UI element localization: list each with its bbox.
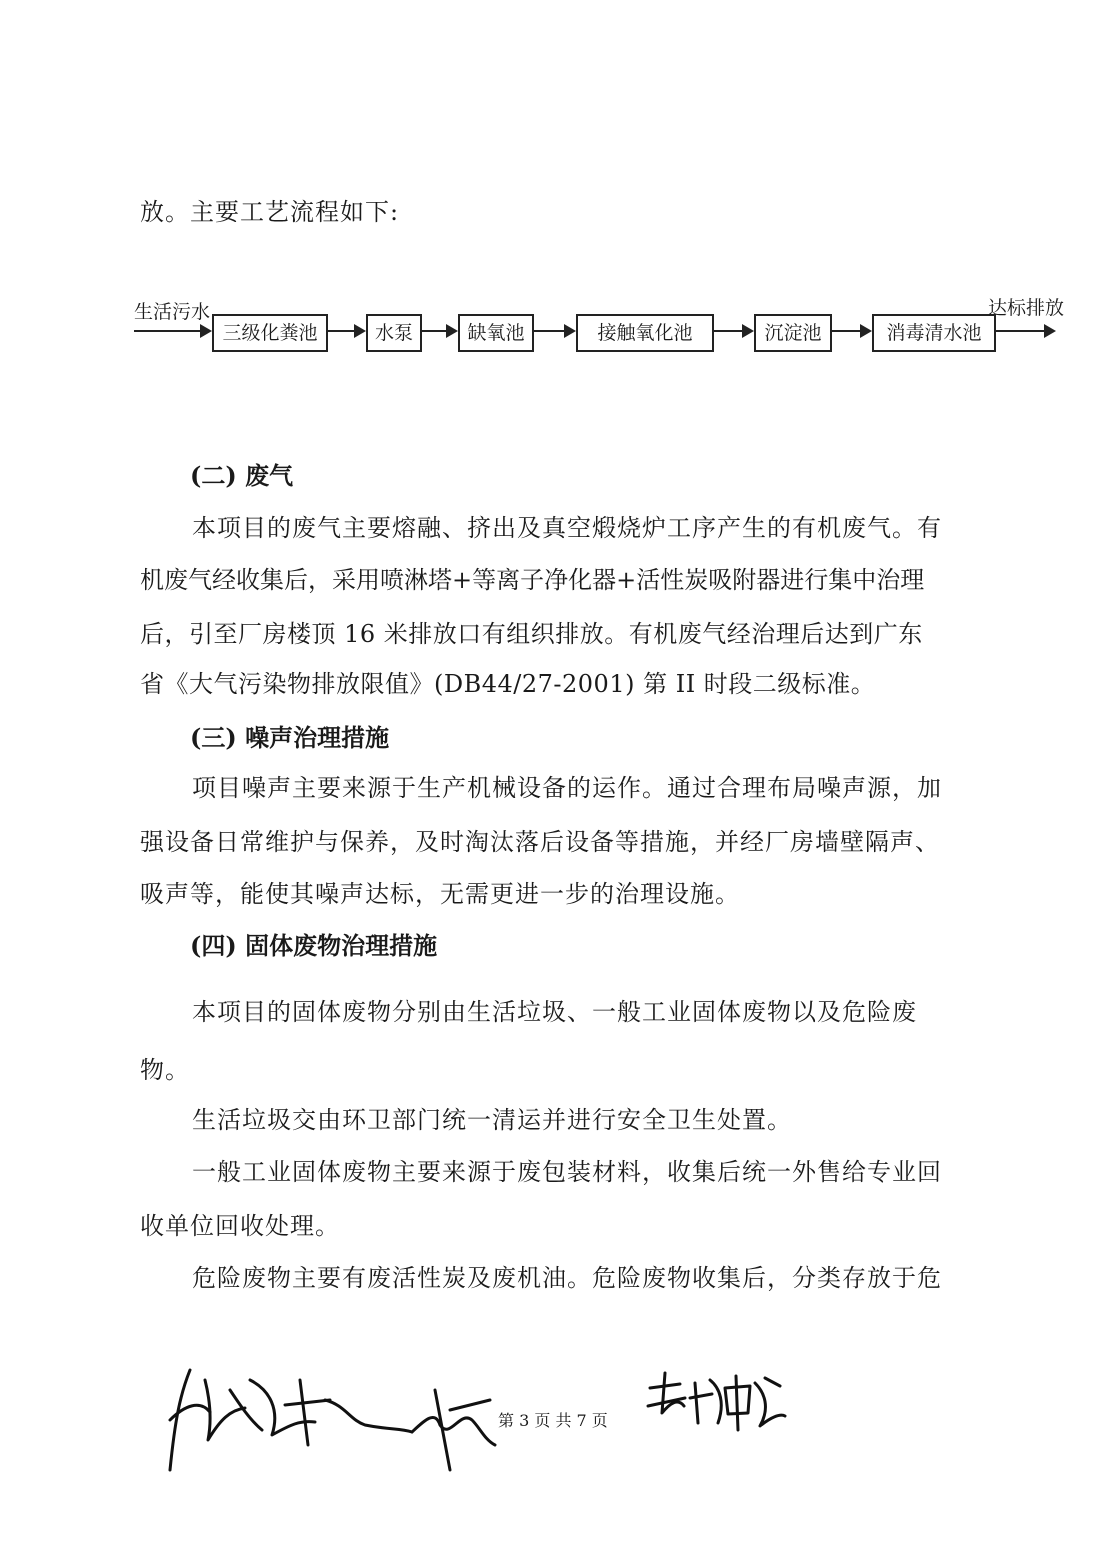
intro-line: 放。主要工艺流程如下: bbox=[140, 198, 400, 226]
flow-arrow bbox=[326, 330, 364, 332]
flow-arrow bbox=[420, 330, 456, 332]
flow-step-sedimentation-tank: 沉淀池 bbox=[754, 314, 832, 352]
paragraph-line: 项目噪声主要来源于生产机械设备的运作。通过合理布局噪声源，加 bbox=[192, 774, 942, 802]
flow-arrow bbox=[532, 330, 574, 332]
page-number: 第 3 页 共 7 页 bbox=[498, 1411, 608, 1430]
flow-arrow bbox=[712, 330, 752, 332]
flow-step-disinfection-tank: 消毒清水池 bbox=[872, 314, 996, 352]
section-heading-noise: (三) 噪声治理措施 bbox=[190, 723, 390, 752]
paragraph-line: 省《大气污染物排放限值》(DB44/27-2001) 第 II 时段二级标准。 bbox=[140, 670, 876, 698]
paragraph-line: 危险废物主要有废活性炭及废机油。危险废物收集后，分类存放于危 bbox=[192, 1264, 942, 1292]
flow-arrow bbox=[994, 330, 1054, 332]
process-flow-diagram bbox=[0, 290, 1100, 370]
paragraph-line: 后，引至厂房楼顶 16 米排放口有组织排放。有机废气经治理后达到广东 bbox=[140, 620, 923, 648]
flow-step-anoxic-tank: 缺氧池 bbox=[458, 314, 534, 352]
flow-step-pump: 水泵 bbox=[366, 314, 422, 352]
paragraph-line: 收单位回收处理。 bbox=[140, 1212, 340, 1240]
section-heading-solid-waste: (四) 固体废物治理措施 bbox=[190, 931, 438, 960]
paragraph-line: 一般工业固体废物主要来源于废包装材料，收集后统一外售给专业回 bbox=[192, 1158, 942, 1186]
flow-arrow bbox=[134, 330, 210, 332]
flow-output-label: 达标排放 bbox=[988, 297, 1065, 319]
flow-input-label: 生活污水 bbox=[134, 301, 211, 323]
paragraph-line: 机废气经收集后，采用喷淋塔+等离子净化器+活性炭吸附器进行集中治理 bbox=[140, 566, 925, 594]
paragraph-line: 强设备日常维护与保养，及时淘汰落后设备等措施，并经厂房墙壁隔声、 bbox=[140, 828, 940, 856]
handwritten-signature-1 bbox=[150, 1350, 520, 1490]
flow-step-septic-tank: 三级化粪池 bbox=[212, 314, 328, 352]
handwritten-signature-2 bbox=[640, 1368, 790, 1438]
flow-step-contact-oxidation-tank: 接触氧化池 bbox=[576, 314, 714, 352]
section-heading-waste-gas: (二) 废气 bbox=[190, 461, 294, 490]
paragraph-line: 本项目的固体废物分别由生活垃圾、一般工业固体废物以及危险废 bbox=[192, 998, 917, 1026]
paragraph-line: 生活垃圾交由环卫部门统一清运并进行安全卫生处置。 bbox=[192, 1106, 792, 1134]
flow-arrow bbox=[830, 330, 870, 332]
paragraph-line: 本项目的废气主要熔融、挤出及真空煅烧炉工序产生的有机废气。有 bbox=[192, 514, 942, 542]
paragraph-line: 吸声等，能使其噪声达标，无需更进一步的治理设施。 bbox=[140, 880, 740, 908]
paragraph-line: 物。 bbox=[140, 1056, 190, 1084]
